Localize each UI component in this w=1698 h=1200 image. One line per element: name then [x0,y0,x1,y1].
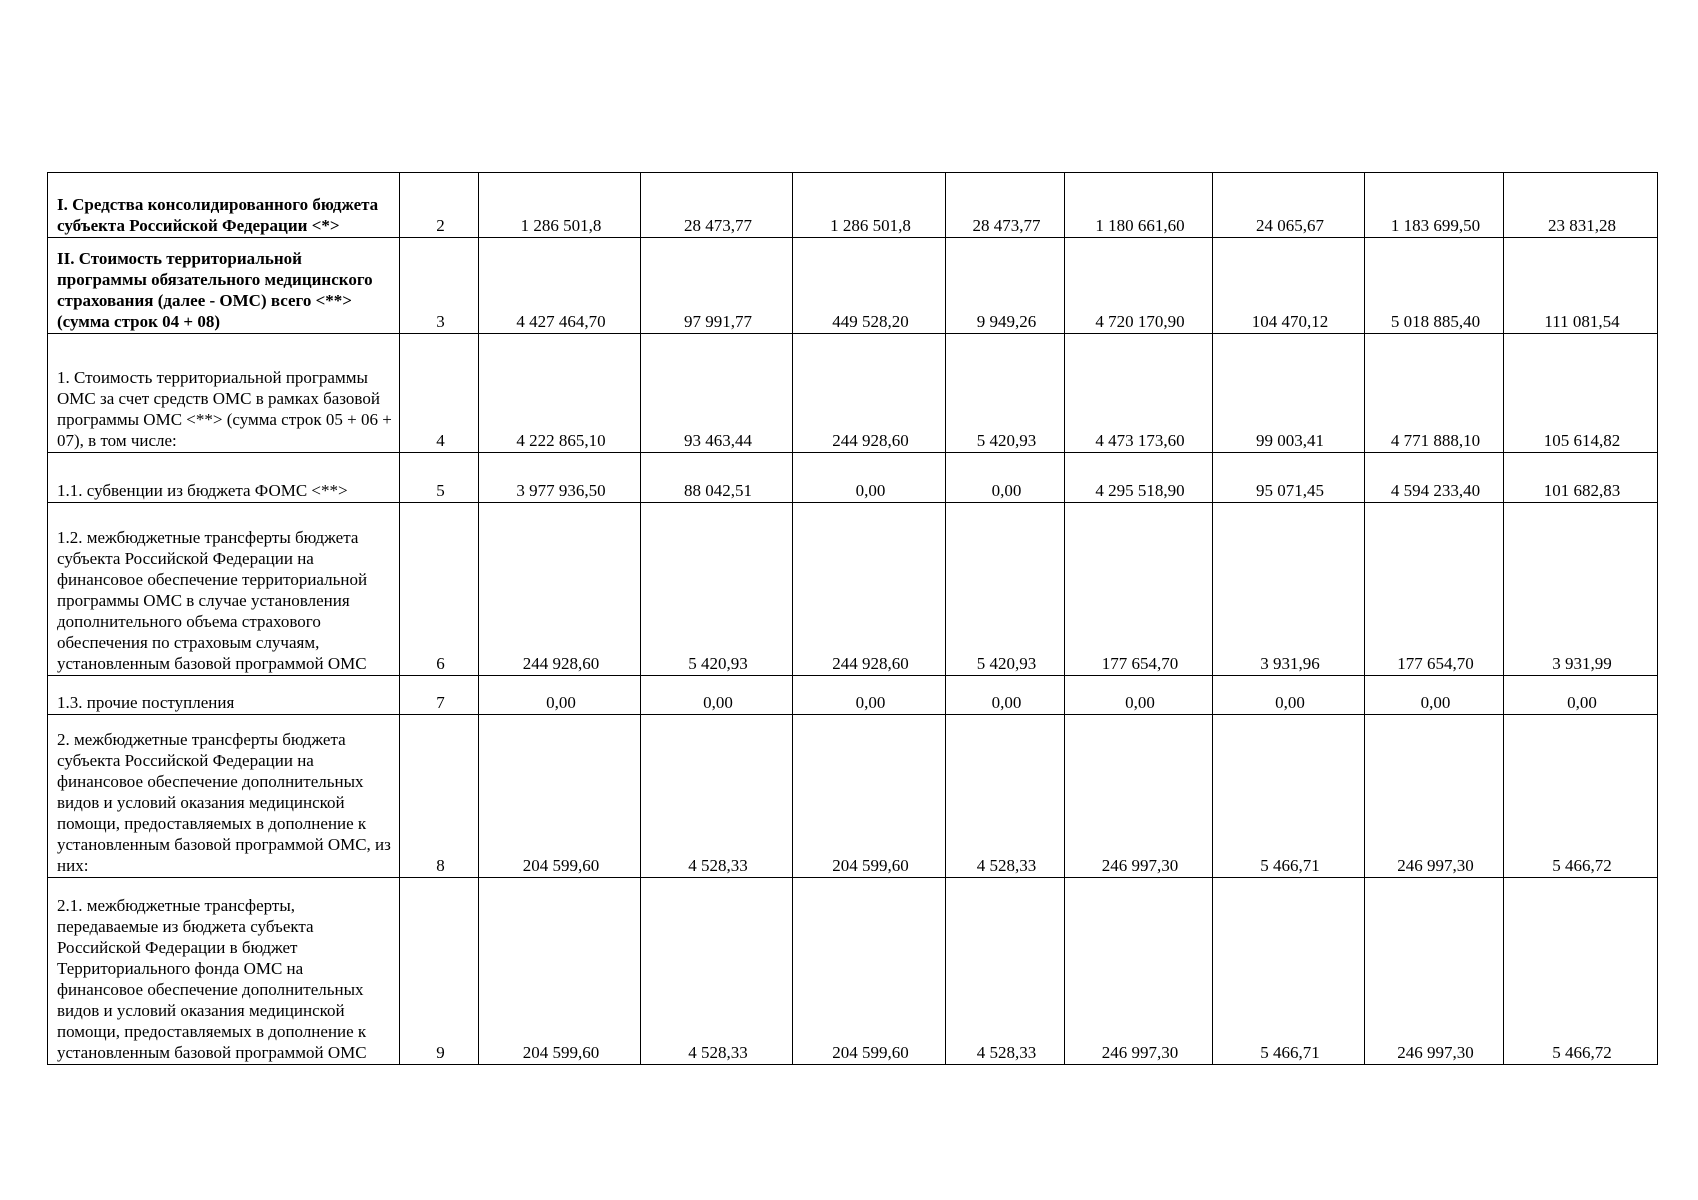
value-cell: 5 018 885,40 [1365,238,1504,334]
value-cell: 0,00 [1065,676,1213,715]
value-cell: 23 831,28 [1504,173,1658,238]
value-cell: 244 928,60 [479,503,641,676]
row-code: 7 [400,676,479,715]
value-cell: 95 071,45 [1213,453,1365,503]
value-cell: 3 931,96 [1213,503,1365,676]
value-cell: 0,00 [479,676,641,715]
value-cell: 3 931,99 [1504,503,1658,676]
value-cell: 5 466,71 [1213,878,1365,1065]
value-cell: 244 928,60 [793,503,946,676]
table-row [48,715,1658,878]
value-cell: 4 771 888,10 [1365,334,1504,453]
value-cell: 4 427 464,70 [479,238,641,334]
finance-table [47,172,1658,1065]
table-row [48,676,1658,715]
row-description: 2.1. межбюджетные трансферты, передаваемые из бюджета субъекта Российской Федерации в бюджет Территориального фонда ОМС на финансовое обеспечение дополнительных видов и условий оказания медицинской помощи, предоставляемых в дополнение к установленным базовой программой ОМС [48,878,400,1065]
value-cell: 4 473 173,60 [1065,334,1213,453]
value-cell: 5 420,93 [946,334,1065,453]
value-cell: 99 003,41 [1213,334,1365,453]
value-cell: 5 420,93 [946,503,1065,676]
value-cell: 204 599,60 [479,878,641,1065]
value-cell: 0,00 [641,676,793,715]
value-cell: 449 528,20 [793,238,946,334]
value-cell: 5 466,72 [1504,715,1658,878]
value-cell: 4 528,33 [641,878,793,1065]
value-cell: 4 528,33 [641,715,793,878]
value-cell: 204 599,60 [793,715,946,878]
row-code: 9 [400,878,479,1065]
value-cell: 4 222 865,10 [479,334,641,453]
table-row [48,453,1658,503]
value-cell: 97 991,77 [641,238,793,334]
value-cell: 105 614,82 [1504,334,1658,453]
value-cell: 0,00 [1504,676,1658,715]
value-cell: 0,00 [946,676,1065,715]
value-cell: 111 081,54 [1504,238,1658,334]
value-cell: 0,00 [793,676,946,715]
value-cell: 4 594 233,40 [1365,453,1504,503]
row-description: II. Стоимость территориальной программы обязательного медицинского страхования (далее - ОМС) всего <**> (сумма строк 04 + 08) [48,238,400,334]
value-cell: 4 528,33 [946,878,1065,1065]
value-cell: 244 928,60 [793,334,946,453]
row-code: 2 [400,173,479,238]
row-code: 6 [400,503,479,676]
value-cell: 93 463,44 [641,334,793,453]
value-cell: 24 065,67 [1213,173,1365,238]
table-row [48,503,1658,676]
value-cell: 246 997,30 [1365,878,1504,1065]
value-cell: 4 528,33 [946,715,1065,878]
value-cell: 177 654,70 [1365,503,1504,676]
value-cell: 1 286 501,8 [793,173,946,238]
value-cell: 0,00 [1365,676,1504,715]
table-row [48,878,1658,1065]
value-cell: 5 466,71 [1213,715,1365,878]
value-cell: 9 949,26 [946,238,1065,334]
value-cell: 246 997,30 [1065,878,1213,1065]
row-description: I. Средства консолидированного бюджета субъекта Российской Федерации <*> [48,173,400,238]
table-row [48,238,1658,334]
row-description: 1.1. субвенции из бюджета ФОМС <**> [48,453,400,503]
row-description: 1.3. прочие поступления [48,676,400,715]
row-code: 3 [400,238,479,334]
value-cell: 204 599,60 [793,878,946,1065]
value-cell: 4 720 170,90 [1065,238,1213,334]
value-cell: 1 286 501,8 [479,173,641,238]
value-cell: 0,00 [1213,676,1365,715]
value-cell: 4 295 518,90 [1065,453,1213,503]
row-code: 8 [400,715,479,878]
value-cell: 0,00 [793,453,946,503]
row-description: 1.2. межбюджетные трансферты бюджета субъекта Российской Федерации на финансовое обеспечение территориальной программы ОМС в случае установления дополнительного объема страхового обеспечения по страховым случаям, установленным базовой программой ОМС [48,503,400,676]
value-cell: 204 599,60 [479,715,641,878]
row-code: 4 [400,334,479,453]
value-cell: 1 183 699,50 [1365,173,1504,238]
value-cell: 28 473,77 [641,173,793,238]
row-code: 5 [400,453,479,503]
row-description: 1. Стоимость территориальной программы ОМС за счет средств ОМС в рамках базовой программы ОМС <**> (сумма строк 05 + 06 + 07), в том числе: [48,334,400,453]
table-row [48,334,1658,453]
value-cell: 88 042,51 [641,453,793,503]
value-cell: 5 420,93 [641,503,793,676]
value-cell: 28 473,77 [946,173,1065,238]
value-cell: 246 997,30 [1065,715,1213,878]
value-cell: 104 470,12 [1213,238,1365,334]
value-cell: 177 654,70 [1065,503,1213,676]
value-cell: 246 997,30 [1365,715,1504,878]
value-cell: 5 466,72 [1504,878,1658,1065]
value-cell: 0,00 [946,453,1065,503]
value-cell: 1 180 661,60 [1065,173,1213,238]
value-cell: 3 977 936,50 [479,453,641,503]
row-description: 2. межбюджетные трансферты бюджета субъекта Российской Федерации на финансовое обеспечение дополнительных видов и условий оказания медицинской помощи, предоставляемых в дополнение к установленным базовой программой ОМС, из них: [48,715,400,878]
value-cell: 101 682,83 [1504,453,1658,503]
table-row [48,173,1658,238]
